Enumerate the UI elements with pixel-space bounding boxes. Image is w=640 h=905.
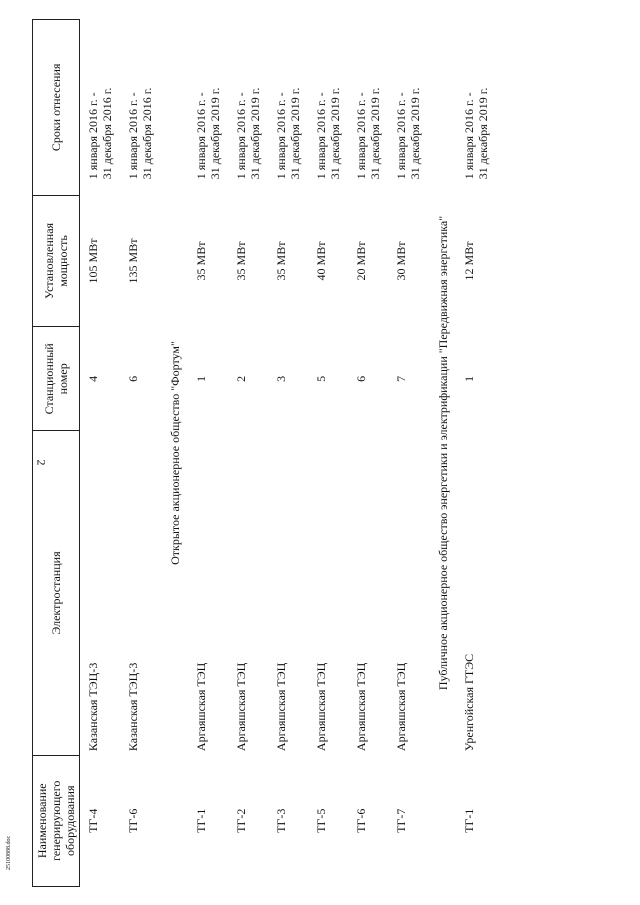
table-row: [348, 20, 388, 887]
group-heading-row: [428, 20, 456, 887]
period-start: 1 января 2016 г. -: [234, 92, 248, 180]
cell-capacity: 20 МВт: [354, 241, 368, 281]
cell-station-number: 4: [86, 375, 100, 382]
cell-period: [388, 20, 428, 196]
cell-capacity: 35 МВт: [274, 241, 288, 281]
period-end: 31 декабря 2019 г.: [288, 87, 302, 180]
cell-station-number: 5: [314, 375, 328, 382]
cell-station: Аргаяшская ТЭЦ: [314, 662, 328, 752]
cell-capacity: 30 МВт: [394, 241, 408, 281]
table-row: [456, 20, 496, 887]
cell-capacity: 35 МВт: [194, 241, 208, 281]
page-number: 2: [34, 459, 49, 466]
cell-period: [268, 20, 308, 196]
header-equipment: Наименование генерирующего оборудования: [33, 755, 80, 886]
group-heading-mobile-energy: Публичное акционерное общество энергетики и электрификации "Передвижная энергетика": [436, 215, 450, 691]
cell-period: [188, 20, 228, 196]
period-end: 31 декабря 2016 г.: [140, 87, 154, 180]
cell-period: [80, 20, 121, 196]
cell-capacity: 105 МВт: [86, 238, 100, 284]
cell-equipment: ТГ-1: [462, 808, 476, 833]
cell-station-number: 1: [462, 375, 476, 382]
cell-equipment: ТГ-4: [86, 808, 100, 833]
cell-station: Аргаяшская ТЭЦ: [234, 662, 248, 752]
table-row: [228, 20, 268, 887]
period-start: 1 января 2016 г. -: [314, 92, 328, 180]
cell-period: [120, 20, 160, 196]
cell-station-number: 1: [194, 375, 208, 382]
cell-station: Казанская ТЭЦ-3: [126, 662, 140, 752]
cell-station: Аргаяшская ТЭЦ: [194, 662, 208, 752]
header-station-number: Станционный номер: [33, 327, 80, 431]
cell-station: Казанская ТЭЦ-3: [86, 662, 100, 752]
cell-period: [308, 20, 348, 196]
cell-equipment: ТГ-2: [234, 808, 248, 833]
table-header-row: [33, 20, 80, 887]
cell-station: Аргаяшская ТЭЦ: [354, 662, 368, 752]
cell-equipment: ТГ-3: [274, 808, 288, 833]
document-file-id: 25100888.doc: [6, 835, 12, 870]
period-end: 31 декабря 2016 г.: [100, 87, 114, 180]
cell-station-number: 2: [234, 375, 248, 382]
cell-equipment: ТГ-6: [354, 808, 368, 833]
cell-equipment: ТГ-1: [194, 808, 208, 833]
cell-capacity: 135 МВт: [126, 238, 140, 284]
cell-station: Аргаяшская ТЭЦ: [274, 662, 288, 752]
period-start: 1 января 2016 г. -: [354, 92, 368, 180]
cell-equipment: ТГ-5: [314, 808, 328, 833]
cell-equipment: ТГ-6: [126, 808, 140, 833]
period-start: 1 января 2016 г. -: [126, 92, 140, 180]
cell-station: Аргаяшская ТЭЦ: [394, 662, 408, 752]
generating-equipment-table: [32, 19, 496, 887]
period-end: 31 декабря 2019 г.: [208, 87, 222, 180]
table-row: [188, 20, 228, 887]
table-row: [308, 20, 348, 887]
period-end: 31 декабря 2019 г.: [328, 87, 342, 180]
cell-station: Уренгойская ГТЭС: [462, 653, 476, 752]
cell-station-number: 7: [394, 375, 408, 382]
period-start: 1 января 2016 г. -: [394, 92, 408, 180]
table-row: [268, 20, 308, 887]
period-start: 1 января 2016 г. -: [86, 92, 100, 180]
period-end: 31 декабря 2019 г.: [408, 87, 422, 180]
cell-station-number: 6: [126, 375, 140, 382]
table-row: [80, 20, 121, 887]
header-period: Сроки отнесения: [33, 20, 80, 196]
cell-period: [228, 20, 268, 196]
header-capacity: Установленная мощность: [33, 195, 80, 326]
group-heading-row: [160, 20, 188, 887]
cell-period: [456, 20, 496, 196]
period-end: 31 декабря 2019 г.: [248, 87, 262, 180]
period-start: 1 января 2016 г. -: [274, 92, 288, 180]
period-end: 31 декабря 2019 г.: [476, 87, 490, 180]
cell-capacity: 12 МВт: [462, 241, 476, 281]
cell-station-number: 3: [274, 375, 288, 382]
header-station: Электростанция: [33, 431, 80, 755]
table-row: [388, 20, 428, 887]
period-end: 31 декабря 2019 г.: [368, 87, 382, 180]
group-heading-fortum: Открытое акционерное общество "Фортум": [168, 341, 182, 565]
cell-station-number: 6: [354, 375, 368, 382]
cell-period: [348, 20, 388, 196]
cell-capacity: 40 МВт: [314, 241, 328, 281]
table-row: [120, 20, 160, 887]
cell-capacity: 35 МВт: [234, 241, 248, 281]
period-start: 1 января 2016 г. -: [194, 92, 208, 180]
cell-equipment: ТГ-7: [394, 808, 408, 833]
period-start: 1 января 2016 г. -: [462, 92, 476, 180]
